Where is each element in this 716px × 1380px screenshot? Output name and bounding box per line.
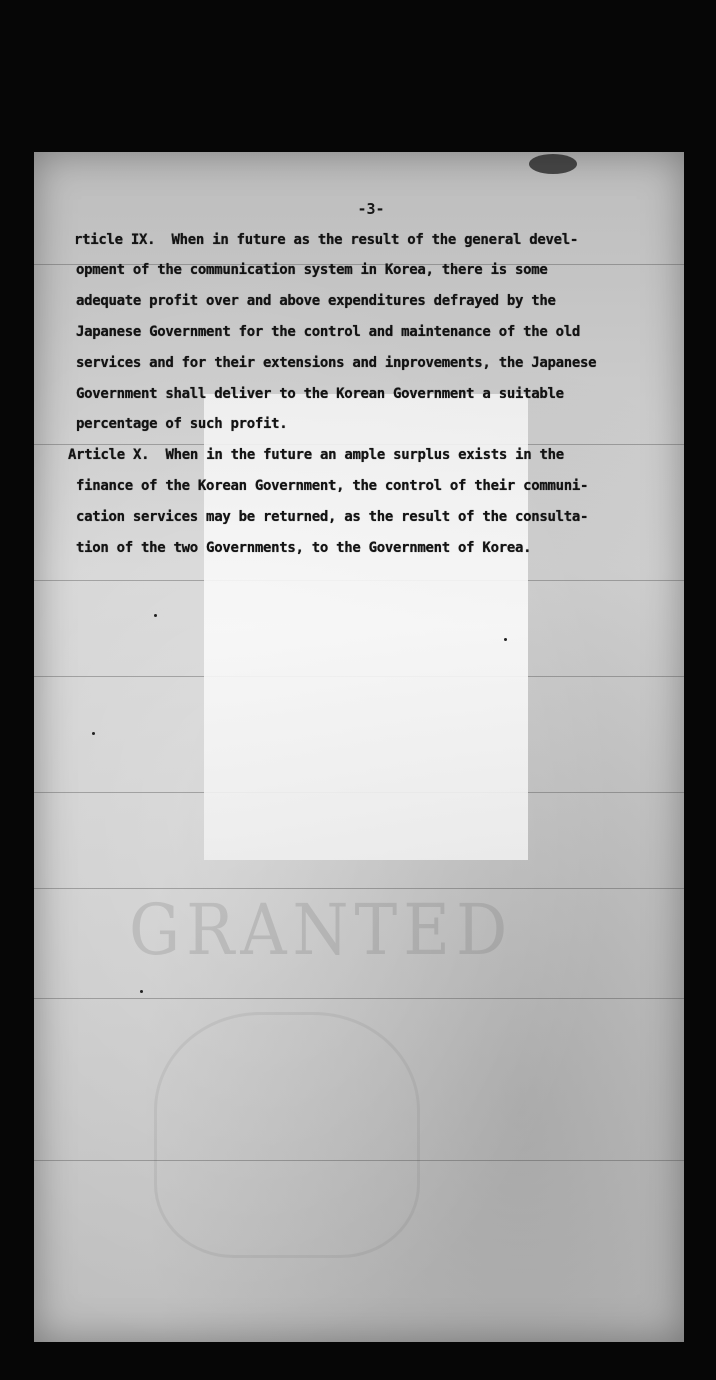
page-number: -3- bbox=[357, 200, 385, 218]
text-line: cation services may be returned, as the result of the consulta- bbox=[76, 509, 589, 525]
speck bbox=[504, 638, 507, 641]
text-line: services and for their extensions and inprovements, the Japanese bbox=[76, 355, 597, 371]
text-line: rticle IX. When in future as the result of the general devel- bbox=[74, 232, 578, 248]
text-line: tion of the two Governments, to the Government of Korea. bbox=[76, 540, 532, 556]
bleed-through-stamp: GRANTED bbox=[129, 890, 514, 972]
ink-stain bbox=[529, 154, 577, 174]
text-line: finance of the Korean Government, the control of their communi- bbox=[76, 478, 589, 494]
speck bbox=[92, 732, 95, 735]
speck bbox=[154, 614, 157, 617]
text-line: Japanese Government for the control and maintenance of the old bbox=[76, 324, 580, 340]
document-page bbox=[34, 152, 684, 1342]
light-patch bbox=[204, 394, 528, 860]
text-line: adequate profit over and above expenditures defrayed by the bbox=[76, 293, 556, 309]
scan-line bbox=[34, 998, 684, 999]
text-line: opment of the communication system in Korea, there is some bbox=[76, 262, 548, 278]
scan-line bbox=[34, 888, 684, 889]
text-line: Government shall deliver to the Korean Government a suitable bbox=[76, 386, 564, 402]
speck bbox=[140, 990, 143, 993]
text-line: Article X. When in the future an ample surplus exists in the bbox=[68, 447, 564, 463]
text-line: percentage of such profit. bbox=[76, 416, 288, 432]
bleed-through-figure bbox=[154, 1012, 420, 1258]
